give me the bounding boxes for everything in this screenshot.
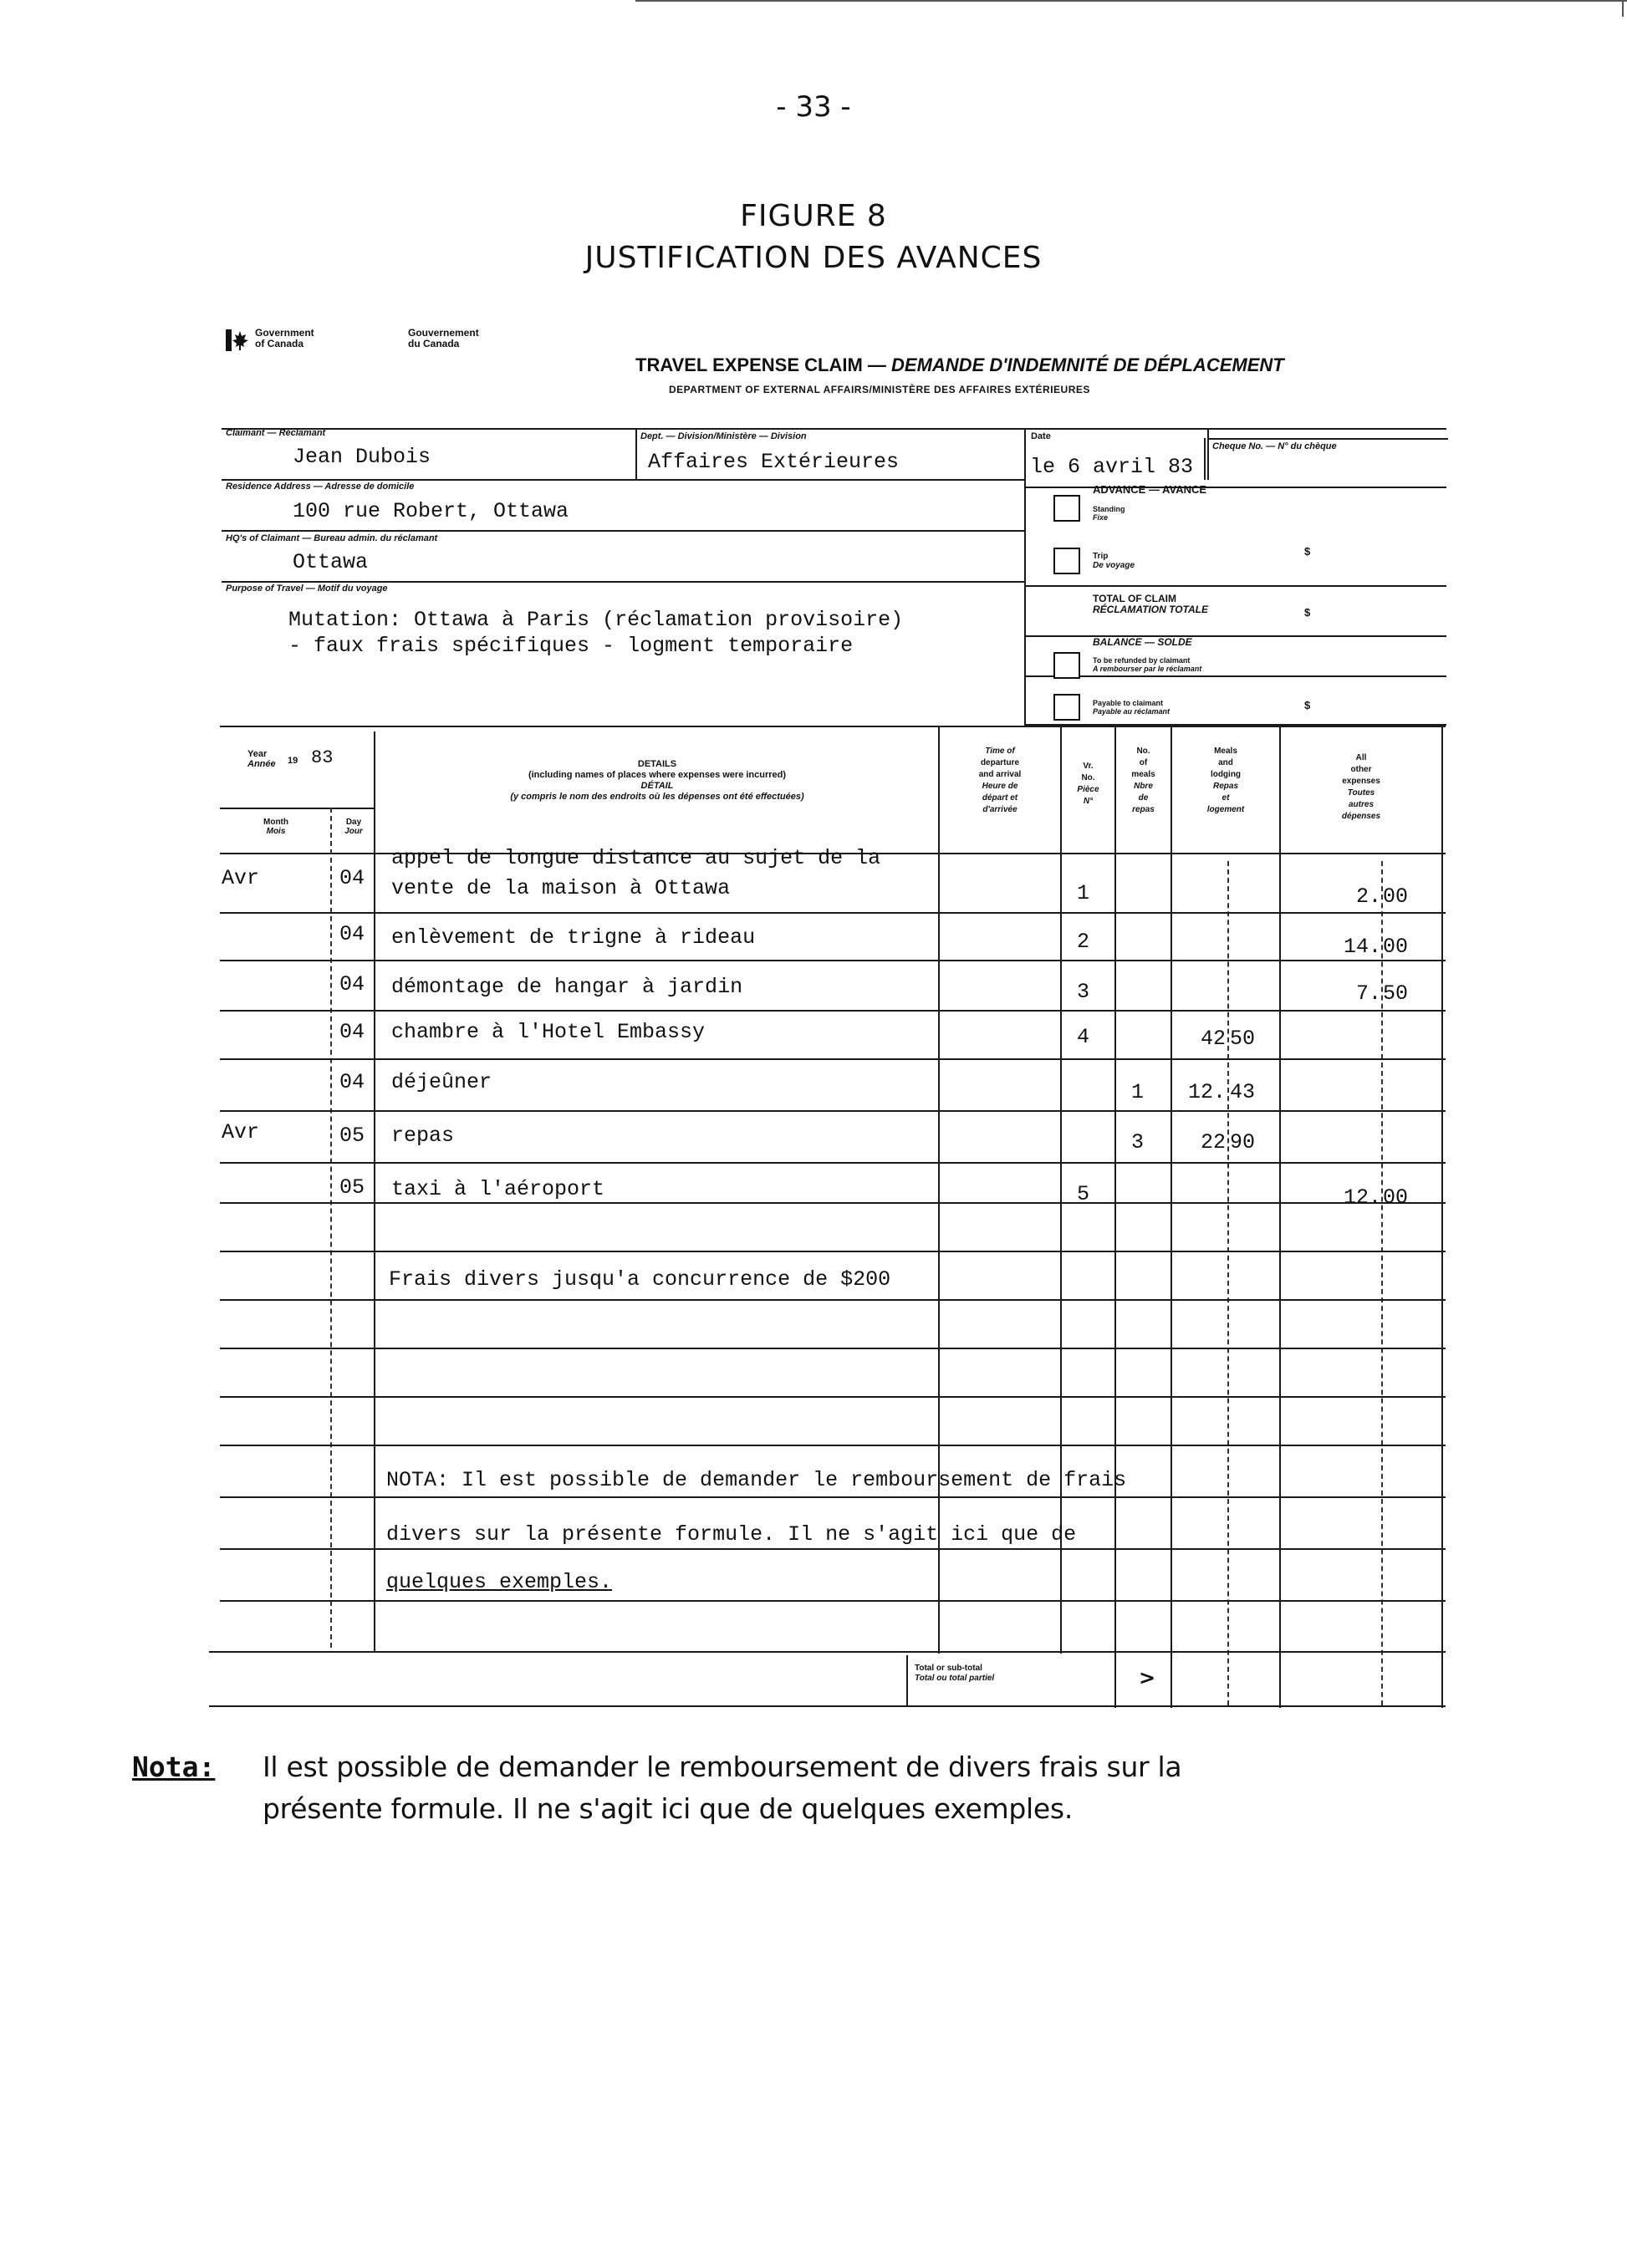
- refund-label: To be refunded by claimant A rembourser par le réclamant: [1093, 656, 1202, 673]
- table-note-line-3: quelques exemples.: [386, 1570, 613, 1594]
- standing-label: Standing Fixe: [1093, 505, 1125, 522]
- row-other-cents: 00: [1383, 1185, 1409, 1210]
- row-detail: taxi à l'aéroport: [391, 1177, 605, 1201]
- residence-label: Residence Address — Adresse de domicile: [226, 482, 415, 492]
- row-other-cents: 00: [1383, 884, 1409, 909]
- hq-label: HQ's of Claimant — Bureau admin. du réclamant: [226, 533, 438, 543]
- date-label: Date: [1031, 431, 1051, 441]
- row-day: 05: [339, 1175, 365, 1200]
- row-day: 04: [339, 922, 365, 946]
- standing-checkbox[interactable]: [1053, 495, 1080, 522]
- row-day: 04: [339, 866, 365, 890]
- row-meal-count: 3: [1131, 1130, 1145, 1154]
- row-detail: enlèvement de trigne à rideau: [391, 925, 756, 950]
- row-month: Avr: [222, 866, 260, 890]
- row-other-dollars: 14.: [1343, 935, 1381, 959]
- row-day: 04: [339, 1070, 365, 1094]
- row-meals-dollars: 12.: [1187, 1080, 1226, 1104]
- row-voucher: 2: [1077, 930, 1090, 954]
- row-other-dollars: 2.: [1355, 884, 1381, 909]
- dept-label: Dept. — Division/Ministère — Division: [640, 431, 807, 441]
- time-header: Time of departure and arrival Heure de départ et d'arrivée: [978, 747, 1022, 814]
- canada-flag-icon: [226, 329, 249, 351]
- row-other-dollars: 12.: [1343, 1185, 1381, 1210]
- gov-en: Government of Canada: [255, 327, 314, 349]
- total-arrow-icon: >: [1139, 1666, 1156, 1690]
- row-voucher: 5: [1077, 1182, 1090, 1206]
- date-value: le 6 avril 83: [1030, 455, 1194, 479]
- balance-label: BALANCE — SOLDE: [1093, 636, 1192, 648]
- trip-label: Trip De voyage: [1093, 552, 1135, 570]
- advance-label: ADVANCE — AVANCE: [1093, 483, 1207, 496]
- dept-value: Affaires Extérieures: [648, 450, 900, 474]
- row-month: Avr: [222, 1120, 260, 1144]
- row-day: 04: [339, 972, 365, 996]
- meals-lodging-header: Meals and lodging Repas et logement: [1206, 747, 1245, 814]
- purpose-label: Purpose of Travel — Motif du voyage: [226, 584, 388, 594]
- residence-value: 100 rue Robert, Ottawa: [293, 499, 569, 523]
- claimant-value: Jean Dubois: [293, 445, 431, 469]
- row-meals-dollars: 42: [1200, 1027, 1226, 1051]
- year-label: Year Année: [247, 749, 276, 769]
- figure-title: FIGURE 8: [740, 199, 887, 233]
- payable-dollar: $: [1304, 699, 1311, 711]
- claimant-label: Claimant — Réclamant: [226, 428, 326, 438]
- hq-value: Ottawa: [293, 550, 369, 574]
- row-other-cents: 50: [1383, 981, 1409, 1006]
- purpose-line-1: Mutation: Ottawa à Paris (réclamation provisoire): [288, 608, 904, 632]
- day-header: Day Jour: [344, 818, 363, 836]
- row-meals-cents: 43: [1230, 1080, 1256, 1104]
- page-number: - 33 -: [776, 90, 851, 124]
- other-expenses-header: All other expenses Toutes autres dépenses: [1341, 753, 1381, 821]
- month-header: Month Mois: [263, 818, 288, 836]
- row-detail: repas: [391, 1124, 455, 1148]
- nota-line-2: présente formule. Il ne s'agit ici que de quelques exemples.: [263, 1792, 1074, 1825]
- form-department: DEPARTMENT OF EXTERNAL AFFAIRS/MINISTÈRE DES AFFAIRES EXTÉRIEURES: [669, 384, 1090, 395]
- row-detail: chambre à l'Hotel Embassy: [391, 1020, 706, 1044]
- details-header: DETAILS (including names of places where expenses were incurred) DÉTAIL (y compris le nom des endroits où les dépenses ont été effectuées): [510, 759, 804, 802]
- row-meals-dollars: 22: [1200, 1130, 1226, 1154]
- nota-label: Nota:: [132, 1751, 216, 1783]
- trip-dollar: $: [1304, 545, 1311, 558]
- table-note-line-1: NOTA: Il est possible de demander le remboursement de frais: [386, 1468, 1127, 1492]
- row-day: 05: [339, 1124, 365, 1148]
- meals-count-header: No. of meals Nbre de repas: [1131, 747, 1155, 814]
- form-title: TRAVEL EXPENSE CLAIM — DEMANDE D'INDEMNITÉ DE DÉPLACEMENT: [635, 354, 1284, 375]
- row-meals-cents: 50: [1230, 1027, 1256, 1051]
- table-note-line-2: divers sur la présente formule. Il ne s'agit ici que de: [386, 1522, 1077, 1547]
- row-other-dollars: 7.: [1355, 981, 1381, 1006]
- row-other-cents: 00: [1383, 935, 1409, 959]
- figure-subtitle: JUSTIFICATION DES AVANCES: [584, 241, 1043, 275]
- misc-expenses-text: Frais divers jusqu'a concurrence de $200: [389, 1267, 891, 1292]
- row-detail-2: vente de la maison à Ottawa: [391, 876, 731, 900]
- total-claim-label: TOTAL OF CLAIM RÉCLAMATION TOTALE: [1093, 593, 1208, 615]
- row-meal-count: 1: [1131, 1080, 1145, 1104]
- row-detail: déjeûner: [391, 1070, 492, 1094]
- row-voucher: 1: [1077, 881, 1090, 905]
- row-voucher: 4: [1077, 1025, 1090, 1049]
- refund-checkbox[interactable]: [1053, 652, 1080, 679]
- row-detail: appel de longue distance au sujet de la: [391, 846, 881, 870]
- row-day: 04: [339, 1020, 365, 1044]
- purpose-line-2: - faux frais spécifiques - logment temporaire: [288, 634, 854, 658]
- gov-fr: Gouvernement du Canada: [408, 327, 479, 349]
- payable-label: Payable to claimant Payable au réclamant: [1093, 699, 1171, 716]
- row-meals-cents: 90: [1230, 1130, 1256, 1154]
- row-voucher: 3: [1077, 980, 1090, 1004]
- nota-line-1: Il est possible de demander le remboursement de divers frais sur la: [263, 1751, 1182, 1783]
- cheque-label: Cheque No. — N° du chèque: [1212, 441, 1337, 451]
- year-prefix: 19: [288, 756, 298, 766]
- vr-header: Vr. No. Pièce N°: [1077, 762, 1099, 806]
- row-detail: démontage de hangar à jardin: [391, 975, 743, 999]
- payable-checkbox[interactable]: [1053, 694, 1080, 721]
- total-label: Total or sub-total Total ou total partiel: [915, 1664, 995, 1683]
- trip-checkbox[interactable]: [1053, 548, 1080, 574]
- total-claim-dollar: $: [1304, 606, 1311, 619]
- year-value: 83: [311, 747, 334, 768]
